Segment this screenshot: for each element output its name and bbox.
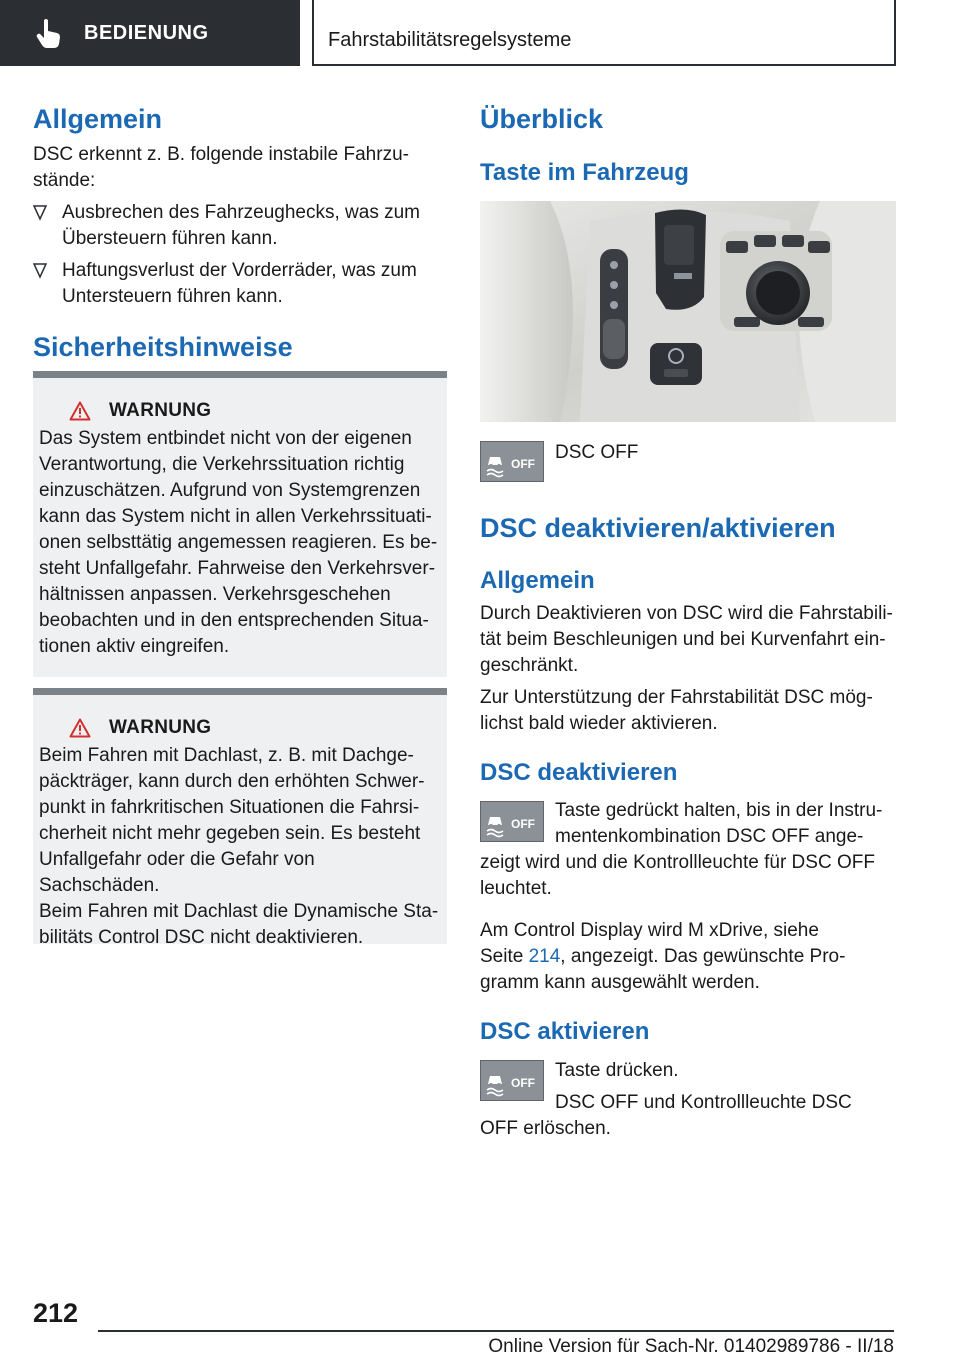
warning-line: Verantwortung, die Verkehrssituation richtig (39, 454, 405, 475)
bullet-triangle-icon (33, 203, 47, 221)
activate-line: Taste drücken. (555, 1060, 679, 1081)
warning-line: punkt in fahrkritischen Situationen die Fahrsi- (39, 797, 420, 818)
warning-line: kann das System nicht in allen Verkehrssituati- (39, 506, 432, 527)
pointing-hand-icon (36, 18, 62, 48)
page-ref-prefix: Seite (480, 946, 529, 967)
button-heading: Taste im Fahrzeug (480, 159, 689, 186)
warning-line: hältnissen anpassen. Verkehrsgeschehen (39, 584, 391, 605)
deactivate-line: Taste gedrückt halten, bis in der Instru- (555, 800, 883, 821)
dsc-off-button-icon (480, 801, 544, 842)
footer-version: Online Version für Sach-Nr. 01402989786 - II/18 (488, 1336, 894, 1357)
activate-line: DSC OFF und Kontrollleuchte DSC (555, 1092, 852, 1113)
button-caption: DSC OFF (555, 442, 639, 463)
warning-box-2 (33, 688, 447, 948)
section-tab (0, 0, 300, 66)
warning-body (33, 743, 447, 951)
activate-heading: DSC aktivieren (480, 1018, 650, 1045)
warning-line: Beim Fahren mit Dachlast die Dynamische Sta- (39, 901, 439, 922)
warning-triangle-icon (69, 401, 91, 421)
warning-header (33, 717, 447, 739)
bullet-line: Ausbrechen des Fahrzeughecks, was zum (62, 202, 421, 223)
list-item (33, 200, 447, 252)
warning-line: bilitäts Control DSC nicht deaktivieren. (39, 927, 364, 948)
warning-header (33, 400, 447, 422)
general-line: Durch Deaktivieren von DSC wird die Fahrstabili- (480, 603, 893, 624)
warning-line: onen selbsttätig angemessen reagieren. Es be- (39, 532, 438, 553)
intro-line-1: DSC erkennt z. B. folgende instabile Fahrzu- (33, 144, 409, 165)
warning-line: beobachten und in den entsprechenden Situa- (39, 610, 429, 631)
warning-line: cherheit nicht mehr gegeben sein. Es besteht (39, 823, 421, 844)
warning-body (33, 426, 447, 660)
warning-triangle-icon (69, 718, 91, 738)
deactivate-heading: DSC deaktivieren (480, 759, 678, 786)
general-heading: Allgemein (480, 567, 595, 594)
dsc-off-button-icon (480, 1060, 544, 1101)
icon-off-label: OFF (511, 1076, 535, 1090)
warning-title: WARNUNG (109, 717, 212, 738)
deactivate-activate-heading: DSC deaktivieren/aktivieren (480, 513, 836, 543)
general-line: tät beim Beschleunigen und bei Kurvenfahrt ein- (480, 629, 886, 650)
general-line: Zur Unterstützung der Fahrstabilität DSC mög- (480, 687, 873, 708)
warning-title: WARNUNG (109, 400, 212, 421)
icon-off-label: OFF (511, 817, 535, 831)
deactivate-line: mentenkombination DSC OFF ange- (555, 826, 864, 847)
console-illustration (480, 201, 896, 422)
warning-line: einzuschätzen. Aufgrund von Systemgrenzen (39, 480, 421, 501)
deactivate-line: zeigt wird und die Kontrollleuchte für DSC OFF (480, 852, 875, 873)
bullet-line: Haftungsverlust der Vorderräder, was zum (62, 260, 417, 281)
warning-line: Unfallgefahr oder die Gefahr von Sachschäden. (39, 849, 315, 896)
warning-line: Das System entbindet nicht von der eigenen (39, 428, 412, 449)
overview-heading: Überblick (480, 104, 604, 134)
section-label: BEDIENUNG (84, 21, 209, 44)
general-line: geschränkt. (480, 655, 579, 676)
intro-line-2: stände: (33, 170, 96, 191)
footer-divider (98, 1330, 894, 1332)
warning-line: tionen aktiv eingreifen. (39, 636, 230, 657)
deactivate-line: Am Control Display wird M xDrive, siehe (480, 920, 819, 941)
warning-line: steht Unfallgefahr. Fahrweise den Verkehrsver- (39, 558, 436, 579)
center-console-photo (480, 201, 896, 422)
deactivate-line (480, 944, 845, 970)
warning-line: päckträger, kann durch den erhöhten Schwer- (39, 771, 425, 792)
bullet-line: Übersteuern führen kann. (62, 228, 278, 249)
activate-line: OFF erlöschen. (480, 1118, 611, 1139)
deactivate-line: gramm kann ausgewählt werden. (480, 972, 760, 993)
allgemein-heading: Allgemein (33, 104, 163, 134)
warning-line: Beim Fahren mit Dachlast, z. B. mit Dachge- (39, 745, 414, 766)
chapter-title: Fahrstabilitätsregelsysteme (328, 29, 572, 51)
icon-off-label: OFF (511, 457, 535, 471)
page-ref-suffix: , angezeigt. Das gewünschte Pro- (560, 946, 846, 967)
page-number: 212 (33, 1298, 79, 1328)
dsc-off-button-icon (480, 441, 544, 482)
general-line: lichst bald wieder aktivieren. (480, 713, 718, 734)
list-item (33, 258, 447, 310)
chapter-header (312, 0, 896, 66)
warning-box-1 (33, 371, 447, 677)
deactivate-line: leuchtet. (480, 878, 552, 899)
page-link-214[interactable]: 214 (528, 946, 561, 967)
bullet-line: Untersteuern führen kann. (62, 286, 283, 307)
safety-heading: Sicherheitshinweise (33, 332, 293, 362)
instability-list (33, 200, 447, 310)
bullet-triangle-icon (33, 261, 47, 279)
